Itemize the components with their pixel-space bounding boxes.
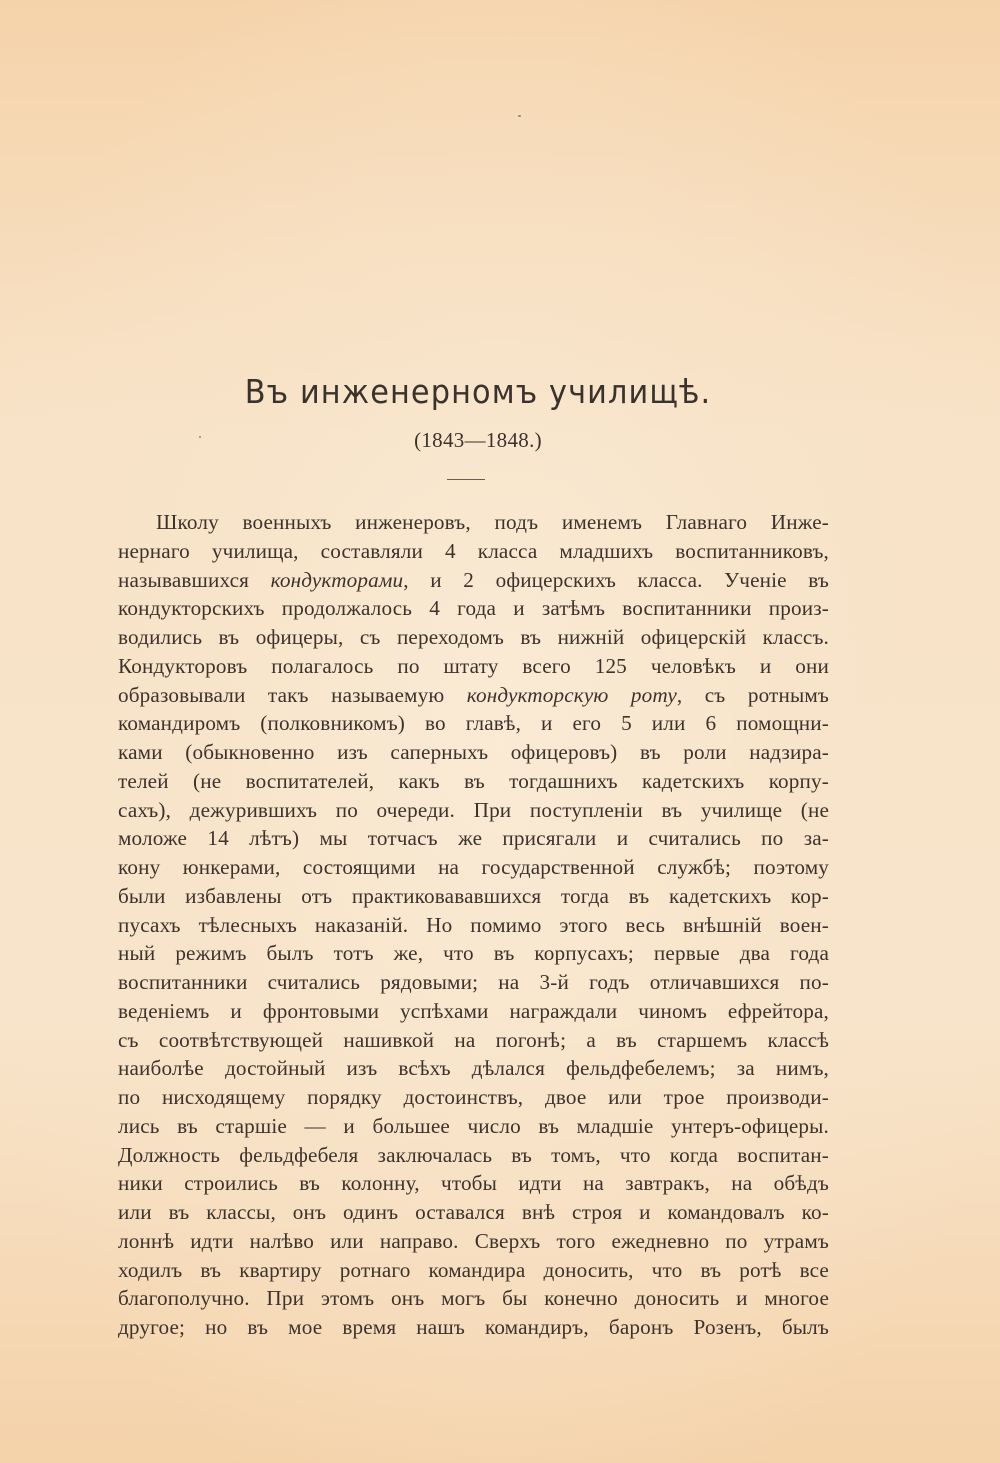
text-line bbox=[118, 882, 829, 911]
text-run: съ соотвѣтствующей нашивкой на погонѣ; а въ старшемъ классѣ bbox=[118, 1027, 829, 1052]
text-run: воспитанники считались рядовыми; на 3-й годъ отличавшихся по- bbox=[118, 970, 829, 994]
text-line bbox=[118, 968, 829, 997]
text-run: Кондукторовъ полагалось по штату всего 125 человѣкъ и они bbox=[118, 653, 829, 678]
text-line bbox=[118, 709, 829, 738]
text-run: моложе 14 лѣтъ) мы тотчасъ же присягали и считались по за- bbox=[118, 826, 829, 851]
text-line bbox=[118, 1169, 829, 1198]
text-run: ходилъ въ квартиру ротнаго командира доносить, что въ ротѣ все bbox=[118, 1257, 829, 1282]
chapter-dates: (1843—1848.) bbox=[414, 428, 542, 452]
text-run: , и 2 офицерскихъ класса. Ученіе въ bbox=[403, 567, 830, 592]
text-run: телей (не воспитателей, какъ въ тогдашнихъ кадетскихъ корпу- bbox=[118, 768, 829, 793]
italic-term: кондукторами bbox=[270, 567, 404, 592]
text-run: благополучно. При этомъ онъ могъ бы конечно доносить и многое bbox=[118, 1286, 829, 1311]
text-run: ники строились въ колонну, чтобы идти на завтракъ, на обѣдъ bbox=[118, 1171, 829, 1196]
text-line bbox=[118, 537, 829, 566]
text-line bbox=[118, 1313, 829, 1342]
text-line bbox=[118, 911, 829, 940]
text-run: командиромъ (полковникомъ) во главѣ, и его 5 или 6 помощни- bbox=[118, 711, 829, 736]
text-line bbox=[118, 594, 829, 623]
text-run: наиболѣе достойный изъ всѣхъ дѣлался фельдфебелемъ; за нимъ, bbox=[118, 1056, 829, 1081]
text-line bbox=[118, 939, 829, 968]
text-line bbox=[118, 508, 829, 537]
text-run: были избавлены отъ практиковававшихся тогда въ кадетскихъ кор- bbox=[118, 883, 829, 908]
text-line bbox=[118, 1026, 829, 1055]
text-line bbox=[118, 853, 829, 882]
text-run: другое; но въ мое время нашъ командиръ, баронъ Розенъ, былъ bbox=[118, 1315, 829, 1339]
text-run: кону юнкерами, состоящими на государственной службѣ; поэтому bbox=[118, 855, 829, 879]
italic-term: кондукторскую роту bbox=[466, 682, 677, 707]
text-run: Должность фельдфебеля заключалась въ томъ, что когда воспитан- bbox=[118, 1142, 829, 1167]
text-run: лоннѣ идти налѣво или направо. Сверхъ того ежедневно по утрамъ bbox=[118, 1228, 829, 1253]
text-line bbox=[118, 681, 829, 710]
text-run: называвшихся bbox=[118, 567, 271, 592]
text-run: кондукторскихъ продолжалось 4 года и затѣмъ воспитанники произ- bbox=[118, 596, 829, 621]
title-divider bbox=[447, 479, 485, 480]
text-run: водились въ офицеры, съ переходомъ въ нижній офицерскій классъ. bbox=[118, 625, 829, 649]
text-run: сахъ), дежурившихъ по очереди. При поступленіи въ училище (не bbox=[118, 797, 829, 822]
text-line bbox=[118, 1227, 829, 1256]
text-run: пусахъ тѣлесныхъ наказаній. Но помимо этого весь внѣшній воен- bbox=[118, 912, 829, 937]
text-run: по нисходящему порядку достоинствъ, двое или трое производи- bbox=[118, 1085, 829, 1109]
body-text bbox=[118, 508, 829, 1342]
text-run: или въ классы, онъ одинъ оставался внѣ строя и командовалъ ко- bbox=[118, 1200, 829, 1224]
text-line bbox=[118, 1198, 829, 1227]
text-line bbox=[118, 652, 829, 681]
paper-speck bbox=[518, 115, 521, 117]
text-line bbox=[118, 1284, 829, 1313]
text-run: Школу военныхъ инженеровъ, подъ именемъ Главнаго Инже- bbox=[156, 510, 829, 534]
text-run: ками (обыкновенно изъ саперныхъ офицеровъ) въ роли надзира- bbox=[118, 740, 829, 764]
chapter-title: Въ инженерномъ училищѣ. bbox=[244, 372, 712, 411]
text-run: образовывали такъ называемую bbox=[118, 682, 467, 707]
text-line bbox=[118, 796, 829, 825]
text-run: нернаго училища, составляли 4 класса младшихъ воспитанниковъ, bbox=[118, 538, 829, 563]
text-line bbox=[118, 738, 829, 767]
text-line bbox=[118, 767, 829, 796]
text-line bbox=[118, 1141, 829, 1170]
text-line bbox=[118, 566, 829, 595]
text-run: , съ ротнымъ bbox=[676, 682, 829, 707]
text-run: веденіемъ и фронтовыми успѣхами награждали чиномъ ефрейтора, bbox=[118, 998, 829, 1023]
text-run: лись въ старшіе — и большее число въ младшіе унтеръ-офицеры. bbox=[118, 1113, 829, 1138]
text-run: ный режимъ былъ тотъ же, что въ корпусахъ; первые два года bbox=[118, 941, 829, 966]
text-line bbox=[118, 824, 829, 853]
text-line bbox=[118, 1054, 829, 1083]
text-line bbox=[118, 623, 829, 652]
text-line bbox=[118, 1256, 829, 1285]
text-line bbox=[118, 1112, 829, 1141]
text-line bbox=[118, 1083, 829, 1112]
text-line bbox=[118, 997, 829, 1026]
